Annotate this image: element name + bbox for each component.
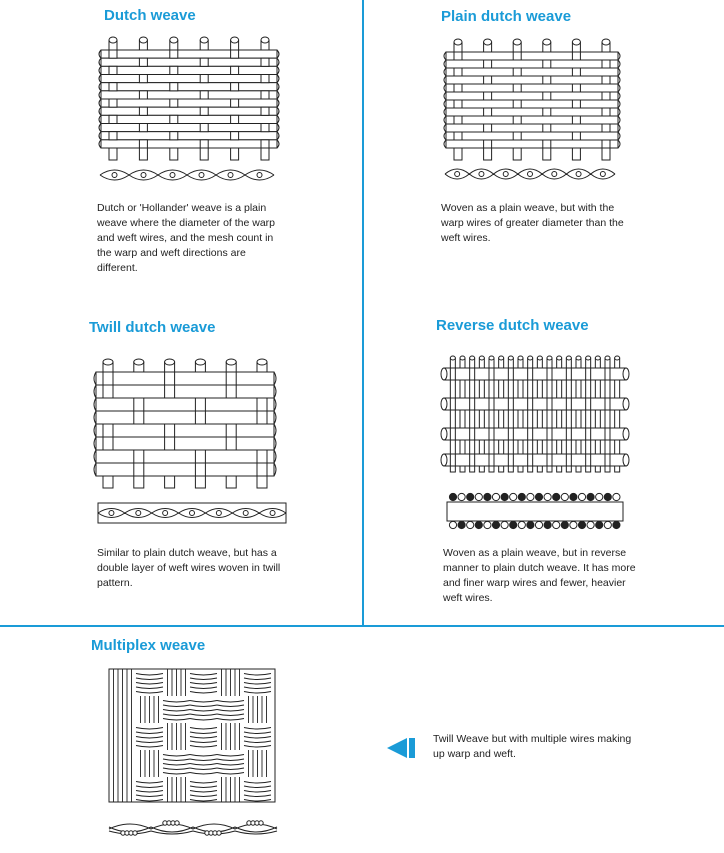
- warp-crossing: [572, 68, 580, 76]
- weft-wire: [101, 83, 277, 91]
- reverse-warp-section: [544, 521, 551, 528]
- plain-dutch-weave-diagram: [440, 40, 625, 160]
- warp-crossing: [528, 454, 533, 466]
- warp-wire-end: [479, 356, 484, 360]
- weft-wire: [101, 91, 277, 99]
- warp-crossing: [470, 398, 475, 410]
- reverse-warp-section: [449, 521, 456, 528]
- reverse-warp-section: [596, 493, 603, 500]
- reverse-warp-section: [492, 521, 499, 528]
- plain-weft-section: [455, 172, 460, 177]
- warp-crossing: [195, 450, 205, 463]
- warp-crossing: [450, 454, 455, 466]
- warp-crossing: [109, 66, 117, 74]
- weft-wire: [101, 58, 277, 66]
- warp-crossing: [170, 132, 178, 140]
- reverse-warp-section: [492, 493, 499, 500]
- warp-wire-end: [572, 39, 580, 45]
- weft-wire: [101, 107, 277, 115]
- reverse-warp-section: [613, 521, 620, 528]
- warp-crossing: [602, 108, 610, 116]
- warp-crossing: [257, 398, 267, 411]
- warp-crossing: [484, 92, 492, 100]
- warp-crossing: [261, 140, 269, 148]
- heavy-weft-end: [623, 398, 629, 410]
- heavy-weft-end: [623, 454, 629, 466]
- warp-crossing: [109, 99, 117, 107]
- twill-weft-section: [136, 511, 141, 516]
- warp-crossing: [103, 385, 113, 398]
- weft-wire: [96, 398, 274, 411]
- reverse-warp-section: [553, 521, 560, 528]
- weft-wire: [446, 52, 618, 60]
- warp-wire-end: [605, 356, 610, 360]
- multiplex-weave-title: Multiplex weave: [91, 637, 206, 654]
- warp-crossing: [257, 463, 267, 476]
- warp-crossing: [572, 100, 580, 108]
- reverse-warp-section: [458, 493, 465, 500]
- heavy-weft-end: [441, 398, 447, 410]
- warp-wire-end: [508, 356, 513, 360]
- warp-wire-end: [489, 356, 494, 360]
- warp-crossing: [195, 398, 205, 411]
- warp-crossing: [508, 368, 513, 380]
- weft-wire: [446, 68, 618, 76]
- warp-crossing: [605, 454, 610, 466]
- warp-wire-end: [170, 37, 178, 43]
- warp-crossing: [605, 428, 610, 440]
- dutch-weave-description: Dutch or 'Hollander' weave is a plain weave where the diameter of the warp and weft wires, and the mesh count in the warp and weft directions are different.: [97, 202, 276, 274]
- warp-crossing: [572, 132, 580, 140]
- weft-wire: [96, 424, 274, 437]
- weft-wire: [96, 411, 274, 424]
- warp-crossing: [470, 428, 475, 440]
- warp-crossing: [566, 368, 571, 380]
- reverse-warp-section: [475, 521, 482, 528]
- warp-crossing: [566, 428, 571, 440]
- warp-crossing: [513, 84, 521, 92]
- twill-dutch-weave-diagram: [92, 360, 282, 490]
- warp-wire-end: [450, 356, 455, 360]
- warp-wire-end: [231, 37, 239, 43]
- warp-crossing: [489, 368, 494, 380]
- warp-crossing: [261, 124, 269, 132]
- dutch-warp-upper: [100, 170, 274, 175]
- reverse-dutch-weave-description: Woven as a plain weave, but in reverse manner to plain dutch weave. It has more and finer warp wires and fewer, heavier weft wires.: [443, 547, 636, 604]
- heavy-weft-end: [441, 454, 447, 466]
- weft-wire: [101, 124, 277, 132]
- warp-crossing: [528, 398, 533, 410]
- warp-crossing: [261, 107, 269, 115]
- warp-crossing: [547, 454, 552, 466]
- warp-wire-end: [226, 359, 236, 365]
- reverse-warp-section: [527, 493, 534, 500]
- multiplex-cross-weft: [217, 831, 221, 835]
- warp-crossing: [484, 124, 492, 132]
- left-pointer-icon: [387, 737, 417, 759]
- warp-crossing: [566, 454, 571, 466]
- warp-wire-end: [134, 359, 144, 365]
- reverse-warp-section: [570, 521, 577, 528]
- multiplex-weave-cross-section: [107, 815, 277, 845]
- reverse-warp-section: [484, 493, 491, 500]
- weft-wire: [101, 66, 277, 74]
- warp-wire-end: [499, 356, 504, 360]
- warp-crossing: [231, 99, 239, 107]
- warp-wire-end: [566, 356, 571, 360]
- warp-crossing: [200, 140, 208, 148]
- reverse-warp-section: [518, 493, 525, 500]
- warp-crossing: [602, 140, 610, 148]
- weft-wire: [101, 140, 277, 148]
- weft-wire: [446, 92, 618, 100]
- twill-dutch-weave-cross-section: [96, 501, 291, 525]
- reverse-warp-section: [570, 493, 577, 500]
- weft-wire: [446, 84, 618, 92]
- warp-crossing: [543, 76, 551, 84]
- plain-dutch-weave-description: Woven as a plain weave, but with the warp wires of greater diameter than the weft wires.: [441, 202, 624, 244]
- warp-crossing: [231, 66, 239, 74]
- weft-wire: [446, 132, 618, 140]
- weft-wire: [101, 99, 277, 107]
- warp-crossing: [547, 398, 552, 410]
- reverse-warp-section: [510, 521, 517, 528]
- reverse-warp-section: [458, 521, 465, 528]
- warp-crossing: [602, 124, 610, 132]
- warp-wire-end: [602, 39, 610, 45]
- plain-dutch-weave-title: Plain dutch weave: [441, 8, 572, 25]
- dutch-weft-section: [112, 173, 117, 178]
- warp-crossing: [572, 116, 580, 124]
- warp-crossing: [139, 91, 147, 99]
- reverse-warp-section: [587, 493, 594, 500]
- weft-wire: [446, 124, 618, 132]
- warp-crossing: [134, 463, 144, 476]
- warp-crossing: [543, 108, 551, 116]
- warp-crossing: [547, 428, 552, 440]
- warp-crossing: [470, 368, 475, 380]
- warp-wire-end: [615, 356, 620, 360]
- dutch-weft-section: [228, 173, 233, 178]
- warp-crossing: [528, 428, 533, 440]
- twill-weft-section: [243, 511, 248, 516]
- reverse-warp-section: [561, 521, 568, 528]
- dutch-weave-cross-section: [98, 163, 278, 187]
- warp-wire-end: [513, 39, 521, 45]
- reverse-warp-section: [467, 493, 474, 500]
- warp-crossing: [139, 107, 147, 115]
- multiplex-cross-weft: [259, 821, 263, 825]
- warp-crossing: [231, 115, 239, 123]
- warp-crossing: [109, 50, 117, 58]
- warp-crossing: [454, 84, 462, 92]
- warp-crossing: [170, 66, 178, 74]
- reverse-warp-section: [535, 493, 542, 500]
- weft-wire: [101, 132, 277, 140]
- warp-crossing: [103, 372, 113, 385]
- warp-crossing: [543, 140, 551, 148]
- warp-crossing: [508, 454, 513, 466]
- twill-dutch-weave-description: Similar to plain dutch weave, but has a double layer of weft wires woven in twill pattern.: [97, 547, 281, 589]
- warp-wire-end: [484, 39, 492, 45]
- warp-crossing: [231, 50, 239, 58]
- warp-wire-end: [595, 356, 600, 360]
- warp-wire-end: [139, 37, 147, 43]
- warp-wire-end: [518, 356, 523, 360]
- reverse-warp-section: [604, 493, 611, 500]
- warp-crossing: [103, 424, 113, 437]
- weft-wire: [446, 140, 618, 148]
- warp-crossing: [484, 60, 492, 68]
- warp-crossing: [508, 398, 513, 410]
- horizontal-divider: [0, 625, 724, 627]
- warp-crossing: [134, 450, 144, 463]
- warp-wire-end: [257, 359, 267, 365]
- warp-crossing: [134, 411, 144, 424]
- weft-wire: [96, 372, 274, 385]
- vertical-divider: [362, 0, 364, 626]
- warp-crossing: [200, 91, 208, 99]
- warp-crossing: [139, 124, 147, 132]
- warp-crossing: [513, 68, 521, 76]
- warp-crossing: [109, 83, 117, 91]
- warp-crossing: [454, 52, 462, 60]
- twill-weft-section: [216, 511, 221, 516]
- warp-crossing: [528, 368, 533, 380]
- warp-crossing: [226, 437, 236, 450]
- twill-dutch-weave-title: Twill dutch weave: [89, 319, 216, 336]
- weft-wire: [96, 385, 274, 398]
- warp-crossing: [450, 398, 455, 410]
- reverse-warp-section: [510, 493, 517, 500]
- warp-crossing: [605, 368, 610, 380]
- warp-crossing: [450, 428, 455, 440]
- weft-wire: [446, 116, 618, 124]
- warp-crossing: [454, 132, 462, 140]
- warp-crossing: [484, 76, 492, 84]
- dutch-warp-lower: [100, 175, 274, 180]
- reverse-warp-section: [501, 521, 508, 528]
- weft-wire: [446, 76, 618, 84]
- reverse-warp-section: [535, 521, 542, 528]
- warp-crossing: [450, 368, 455, 380]
- plain-weft-section: [503, 172, 508, 177]
- warp-crossing: [602, 60, 610, 68]
- warp-wire-end: [103, 359, 113, 365]
- warp-crossing: [231, 83, 239, 91]
- warp-crossing: [170, 115, 178, 123]
- warp-crossing: [200, 75, 208, 83]
- heavy-weft-end: [623, 428, 629, 440]
- warp-crossing: [261, 75, 269, 83]
- warp-crossing: [165, 424, 175, 437]
- warp-wire-end: [200, 37, 208, 43]
- dutch-weft-section: [141, 173, 146, 178]
- warp-crossing: [103, 437, 113, 450]
- warp-crossing: [195, 411, 205, 424]
- dutch-weft-section: [170, 173, 175, 178]
- reverse-warp-section: [553, 493, 560, 500]
- reverse-dutch-weave-title: Reverse dutch weave: [436, 317, 589, 334]
- warp-crossing: [489, 428, 494, 440]
- warp-crossing: [139, 58, 147, 66]
- reverse-warp-section: [449, 493, 456, 500]
- multiplex-weave-diagram: [108, 668, 276, 803]
- warp-crossing: [586, 398, 591, 410]
- warp-crossing: [200, 124, 208, 132]
- reverse-warp-section: [518, 521, 525, 528]
- heavy-weft-end: [441, 428, 447, 440]
- warp-crossing: [543, 124, 551, 132]
- warp-wire-end: [109, 37, 117, 43]
- warp-crossing: [257, 450, 267, 463]
- warp-crossing: [226, 385, 236, 398]
- reverse-weft-section: [447, 502, 623, 521]
- warp-crossing: [261, 58, 269, 66]
- plain-weft-section: [576, 172, 581, 177]
- twill-weft-section: [190, 511, 195, 516]
- warp-crossing: [572, 84, 580, 92]
- warp-crossing: [170, 50, 178, 58]
- reverse-dutch-weave-diagram: [442, 352, 632, 482]
- reverse-warp-section: [475, 493, 482, 500]
- warp-crossing: [170, 99, 178, 107]
- multiplex-cross-weft: [175, 821, 179, 825]
- reverse-warp-section: [561, 493, 568, 500]
- warp-crossing: [572, 52, 580, 60]
- warp-crossing: [484, 108, 492, 116]
- reverse-warp-section: [596, 521, 603, 528]
- warp-wire-end: [557, 356, 562, 360]
- warp-crossing: [139, 140, 147, 148]
- twill-weft-section: [109, 511, 114, 516]
- warp-wire-end: [165, 359, 175, 365]
- plain-weft-section: [528, 172, 533, 177]
- warp-crossing: [566, 398, 571, 410]
- warp-crossing: [489, 454, 494, 466]
- warp-crossing: [489, 398, 494, 410]
- warp-wire-end: [460, 356, 465, 360]
- weft-wire: [96, 463, 274, 476]
- warp-crossing: [257, 411, 267, 424]
- multiplex-cross-weft: [133, 831, 137, 835]
- plain-weft-section: [479, 172, 484, 177]
- weft-wire: [101, 115, 277, 123]
- reverse-warp-section: [613, 493, 620, 500]
- warp-crossing: [602, 92, 610, 100]
- warp-crossing: [586, 368, 591, 380]
- warp-crossing: [200, 58, 208, 66]
- warp-crossing: [139, 75, 147, 83]
- warp-crossing: [226, 424, 236, 437]
- warp-wire-end: [547, 356, 552, 360]
- warp-wire-end: [537, 356, 542, 360]
- warp-crossing: [165, 437, 175, 450]
- weft-wire: [101, 75, 277, 83]
- weft-wire: [96, 450, 274, 463]
- warp-crossing: [454, 100, 462, 108]
- warp-wire-end: [470, 356, 475, 360]
- warp-crossing: [109, 115, 117, 123]
- plain-weft-section: [552, 172, 557, 177]
- plain-weft-section: [600, 172, 605, 177]
- reverse-warp-section: [587, 521, 594, 528]
- reverse-warp-section: [484, 521, 491, 528]
- warp-crossing: [231, 132, 239, 140]
- warp-crossing: [226, 372, 236, 385]
- heavy-weft-end: [623, 368, 629, 380]
- plain-dutch-weave-cross-section: [443, 162, 618, 186]
- multiplex-weave-description: Twill Weave but with multiple wires making up warp and weft.: [433, 733, 632, 760]
- reverse-dutch-weave-cross-section: [445, 491, 627, 531]
- weft-wire: [446, 60, 618, 68]
- warp-wire-end: [543, 39, 551, 45]
- reverse-warp-section: [578, 521, 585, 528]
- weft-wire: [96, 437, 274, 450]
- dutch-weft-section: [199, 173, 204, 178]
- dutch-weft-section: [257, 173, 262, 178]
- warp-crossing: [454, 116, 462, 124]
- reverse-warp-section: [501, 493, 508, 500]
- warp-crossing: [508, 428, 513, 440]
- warp-crossing: [261, 91, 269, 99]
- warp-wire-end: [454, 39, 462, 45]
- warp-crossing: [586, 454, 591, 466]
- warp-wire-end: [195, 359, 205, 365]
- heavy-weft-end: [441, 368, 447, 380]
- warp-crossing: [513, 100, 521, 108]
- weft-wire: [446, 108, 618, 116]
- reverse-warp-section: [578, 493, 585, 500]
- warp-crossing: [170, 83, 178, 91]
- warp-crossing: [543, 92, 551, 100]
- warp-crossing: [165, 385, 175, 398]
- warp-crossing: [470, 454, 475, 466]
- warp-crossing: [513, 116, 521, 124]
- warp-crossing: [547, 368, 552, 380]
- reverse-warp-section: [467, 521, 474, 528]
- warp-crossing: [134, 398, 144, 411]
- warp-crossing: [454, 68, 462, 76]
- warp-wire-end: [528, 356, 533, 360]
- dutch-weave-diagram: [95, 40, 285, 160]
- weft-wire: [446, 100, 618, 108]
- warp-crossing: [513, 132, 521, 140]
- warp-wire-end: [586, 356, 591, 360]
- warp-crossing: [200, 107, 208, 115]
- reverse-warp-section: [527, 521, 534, 528]
- warp-crossing: [165, 372, 175, 385]
- reverse-warp-section: [544, 493, 551, 500]
- reverse-warp-section: [604, 521, 611, 528]
- warp-crossing: [605, 398, 610, 410]
- warp-crossing: [543, 60, 551, 68]
- weft-wire: [101, 50, 277, 58]
- warp-crossing: [195, 463, 205, 476]
- twill-weft-section: [163, 511, 168, 516]
- warp-crossing: [484, 140, 492, 148]
- warp-crossing: [586, 428, 591, 440]
- dutch-weave-title: Dutch weave: [104, 7, 196, 24]
- warp-crossing: [602, 76, 610, 84]
- twill-weft-section: [270, 511, 275, 516]
- warp-wire-end: [261, 37, 269, 43]
- warp-crossing: [513, 52, 521, 60]
- warp-crossing: [109, 132, 117, 140]
- warp-wire-end: [576, 356, 581, 360]
